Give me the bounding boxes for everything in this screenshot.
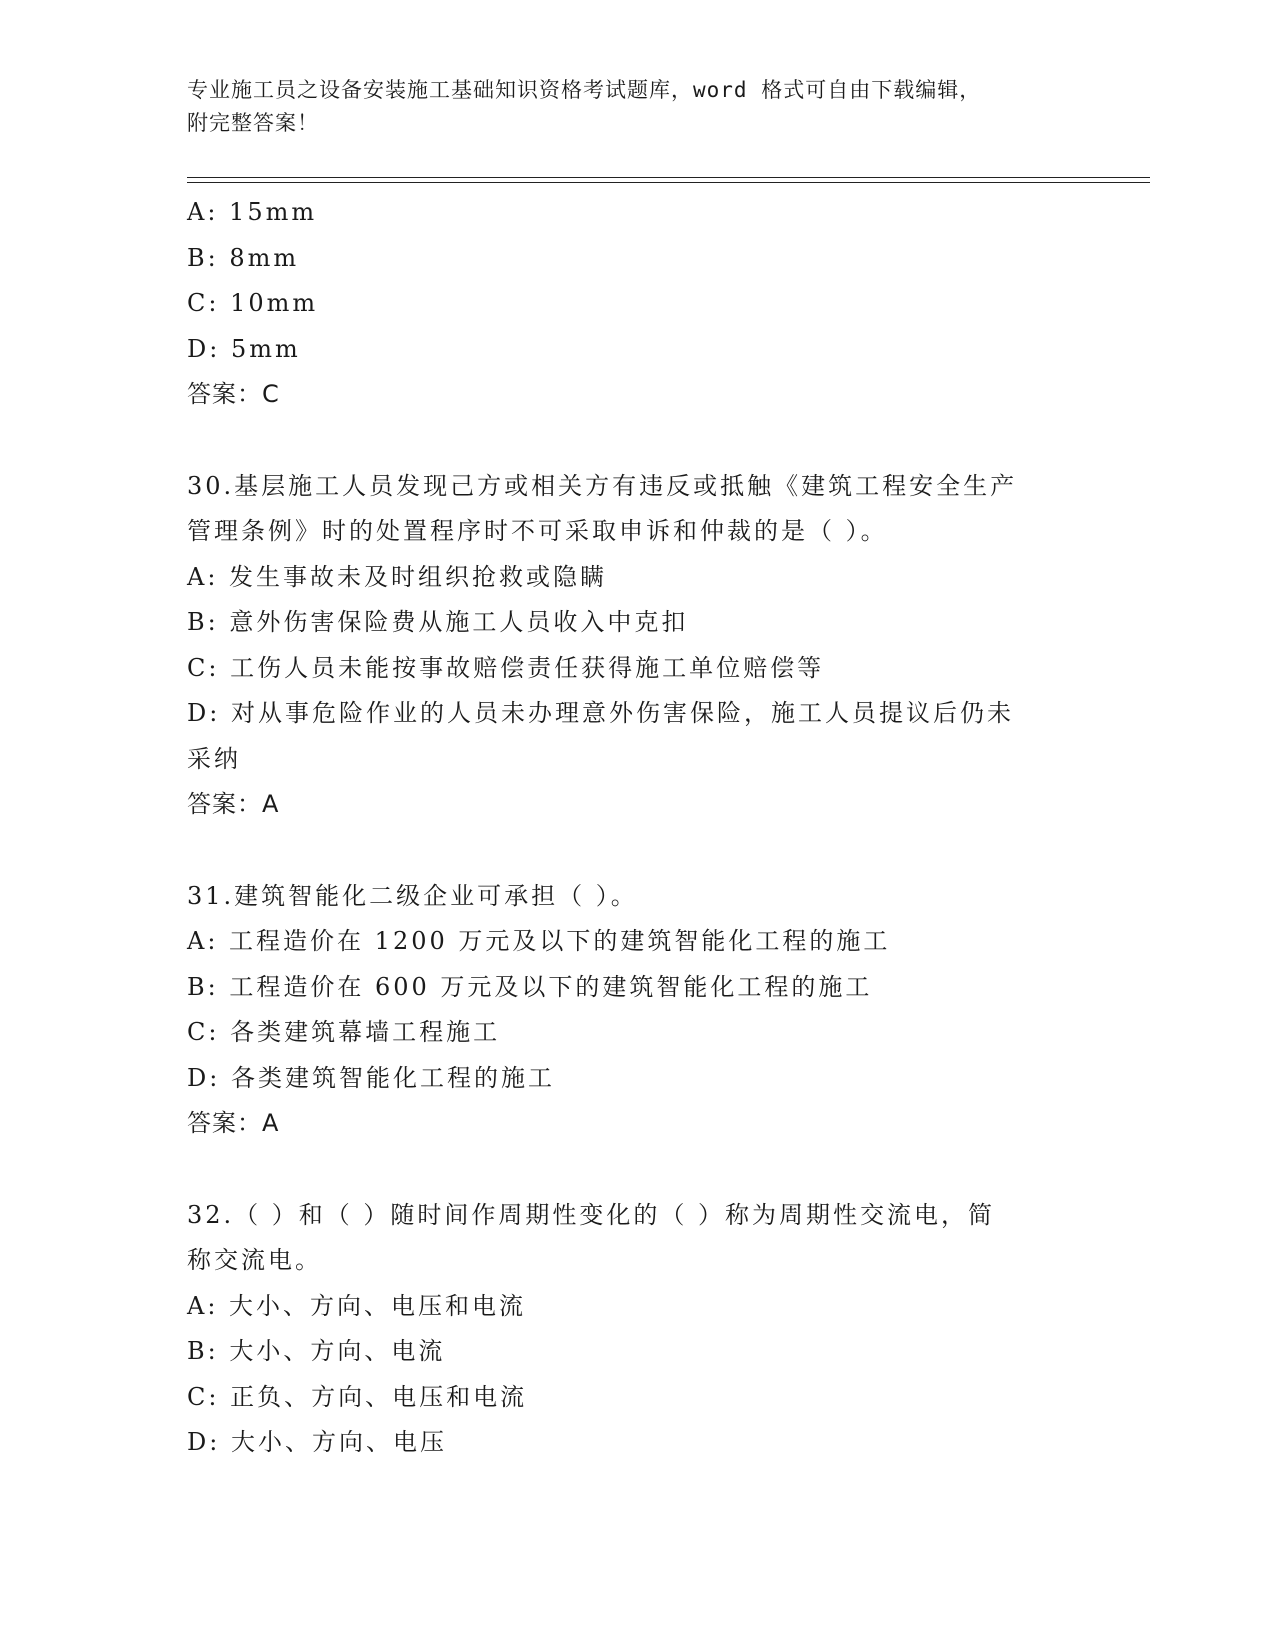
question-text: 31.建筑智能化二级企业可承担（ ）。 (187, 881, 638, 910)
option-d: D: 各类建筑智能化工程的施工 (187, 1063, 555, 1092)
option-b: B: 大小、方向、电流 (187, 1337, 446, 1365)
option-c: C: 正负、方向、电压和电流 (187, 1382, 528, 1411)
spacer (187, 828, 1087, 874)
answer: 答案：A (187, 790, 280, 818)
question-30 (187, 464, 1087, 828)
header-line-2: 附完整答案！ (187, 111, 319, 135)
option-c: C: 各类建筑幕墙工程施工 (187, 1018, 501, 1046)
question-31 (187, 874, 1087, 1147)
option-a: A: 15mm (187, 198, 318, 226)
option-a: A: 工程造价在 1200 万元及以下的建筑智能化工程的施工 (187, 927, 891, 955)
header-divider-top (187, 177, 1150, 178)
option-b: B: 8mm (187, 243, 300, 272)
option-c: C: 工伤人员未能按事故赔偿责任获得施工单位赔偿等 (187, 653, 825, 682)
option-b: B: 工程造价在 600 万元及以下的建筑智能化工程的施工 (187, 972, 873, 1001)
option-a: A: 大小、方向、电压和电流 (187, 1291, 527, 1320)
option-d-continued: 采纳 (187, 744, 241, 773)
option-c: C: 10mm (187, 289, 319, 317)
answer: 答案：C (187, 380, 280, 408)
document-header (187, 74, 1087, 140)
option-d: D: 5mm (187, 334, 301, 363)
header-line-1: 专业施工员之设备安装施工基础知识资格考试题库，word 格式可自由下载编辑， (187, 78, 982, 102)
header-divider-bottom (187, 182, 1150, 183)
option-d: D: 对从事危险作业的人员未办理意外伤害保险，施工人员提议后仍未 (187, 699, 1014, 727)
option-d: D: 大小、方向、电压 (187, 1428, 447, 1456)
question-text-line-1: 32.（ ）和（ ）随时间作周期性变化的（ ）称为周期性交流电，简 (187, 1200, 996, 1229)
question-29 (187, 190, 1087, 418)
question-list (187, 190, 1087, 1466)
option-a: A: 发生事故未及时组织抢救或隐瞒 (187, 562, 608, 591)
question-text-line-2: 称交流电。 (187, 1246, 322, 1274)
spacer (187, 418, 1087, 464)
spacer (187, 1147, 1087, 1193)
question-text-line-2: 管理条例》时的处置程序时不可采取申诉和仲裁的是（ ）。 (187, 517, 888, 545)
question-text-line-1: 30.基层施工人员发现己方或相关方有违反或抵触《建筑工程安全生产 (187, 471, 1018, 500)
answer: 答案：A (187, 1109, 280, 1137)
question-32 (187, 1193, 1087, 1466)
option-b: B: 意外伤害保险费从施工人员收入中克扣 (187, 608, 689, 636)
